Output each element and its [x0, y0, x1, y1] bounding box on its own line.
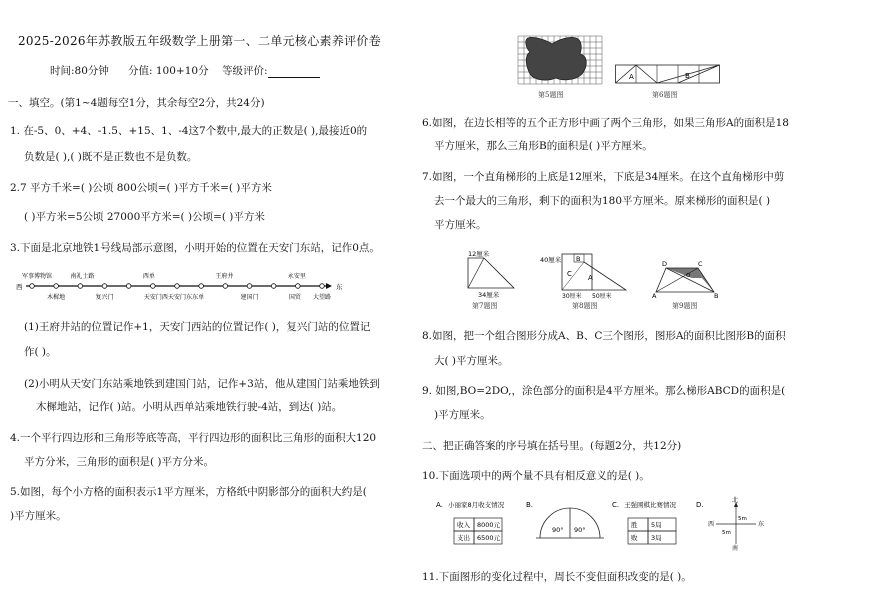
figure-9-trapezoid [652, 256, 722, 298]
station-dot [175, 284, 180, 289]
fig8-c-label: C [567, 270, 572, 278]
table-cell: 5局 [651, 521, 662, 529]
table-cell: 8000元 [477, 521, 501, 529]
section-1-heading: 一、填空。(第1~4题每空1分，其余每空2分，共24分) [8, 97, 265, 109]
exam-time: 时间:80分钟 [50, 65, 109, 77]
svg-text:A.: A. [436, 501, 443, 509]
figure-8-composite [540, 248, 640, 304]
station-dot [126, 284, 131, 289]
station-label-bottom: 木樨地 [47, 294, 66, 301]
q11-text: 11.下面图形的变化过程中，周长不变但面积改变的是( )。 [422, 571, 692, 583]
triangle-b-label: B [685, 72, 690, 80]
q3-part2-line-1: (2)小明从天安门东站乘地铁到建国门站，记作+3站，他从建国门站乘地铁到 [24, 378, 380, 390]
fig9-o-label: O [686, 273, 691, 279]
figure-9-caption: 第9题图 [672, 302, 698, 310]
page-title: 2025-2026年苏教版五年级数学上册第一、二单元核心素养评价卷 [18, 34, 382, 48]
figure-6-caption: 第6题图 [652, 91, 678, 99]
q4-line-2: 平方分米，三角形的面积是( )平方分米。 [24, 456, 215, 468]
table-cell: 6500元 [477, 534, 501, 542]
q5-line-1: 5.如图，每个小方格的面积表示1平方厘米，方格纸中阴影部分的面积大约是( [10, 486, 367, 498]
fig7-bottom-label: 34厘米 [478, 291, 500, 299]
station-label-bottom: 天安门西 [143, 294, 168, 301]
q10-option-b [526, 498, 610, 550]
q7-line-1: 7.如图，一个直角梯形的上底是12厘米，下底是34厘米。在这个直角梯形中剪 [422, 171, 785, 183]
option-b-angle-2: 90° [574, 526, 586, 534]
station-dot [102, 284, 107, 289]
q3-part2-line-2: 木樨地站，记作( )站。小明从西单站乘地铁行驶-4站，到达( )站。 [36, 401, 343, 413]
station-label-bottom: 复兴门 [95, 294, 114, 301]
q1-line-1: 1. 在-5、0、+4、-1.5、+15、1、-4这7个数中,最大的正数是( ),最接近0的 [10, 125, 368, 137]
fig8-b-label: B [576, 255, 581, 263]
station-dot [271, 284, 276, 289]
q3-part1-line-2: 作( )。 [24, 346, 57, 358]
q10-option-c [612, 498, 702, 550]
east-label: 东 [336, 283, 343, 291]
fig7-top-label: 12厘米 [468, 250, 490, 258]
shaded-shape [526, 37, 586, 80]
fig9-c-label: C [698, 260, 703, 268]
fig8-left-label: 40厘米 [540, 256, 562, 264]
table-cell: 收入 [457, 521, 470, 529]
q2-line-1: 2.7 平方千米=( )公顷 800公顷=( )平方千米=( )平方米 [10, 182, 272, 194]
station-label-top: 王府井 [215, 273, 234, 280]
figure-6-triangles [615, 64, 721, 84]
q10-option-a [436, 498, 526, 550]
q4-line-1: 4.一个平行四边形和三角形等底等高，平行四边形的面积比三角形的面积大120 [10, 432, 377, 444]
option-c-title: 王强围棋比赛情况 [624, 501, 676, 509]
station-dot [54, 284, 59, 289]
station-label-top: 永安里 [287, 273, 306, 280]
station-dot [223, 284, 228, 289]
fig9-a-label: A [652, 292, 657, 300]
station-dot [78, 284, 83, 289]
fig8-a-label: A [588, 274, 593, 282]
station-dot [199, 284, 204, 289]
q6-line-1: 6.如图，在边长相等的五个正方形中画了两个三角形，如果三角形A的面积是18 [422, 117, 789, 129]
section-2-heading: 二、把正确答案的序号填在括号里。(每题2分，共12分) [422, 440, 682, 452]
option-b-angle-1: 90° [552, 526, 564, 534]
station-label-top: 南礼士路 [70, 273, 95, 280]
subway-map [14, 266, 354, 306]
station-label-bottom: 大望路 [313, 294, 332, 301]
station-label-bottom: 东单 [192, 294, 205, 301]
station-dot [30, 284, 35, 289]
station-dot [320, 284, 325, 289]
q3-line-1: 3.下面是北京地铁1号线局部示意图，小明开始的位置在天安门东站，记作0点。 [10, 242, 380, 254]
west-dir-label: 西 [708, 521, 715, 528]
distance-1: 5m [738, 516, 747, 522]
figure-7-caption: 第7题图 [472, 302, 498, 310]
table-cell: 胜 [631, 521, 638, 529]
q10-text: 10.下面选项中的两个量不具有相反意义的是( )。 [422, 470, 650, 482]
svg-text:B.: B. [526, 501, 534, 509]
station-label-bottom: 天安门东 [168, 294, 193, 301]
q9-line-2: )平方厘米。 [434, 409, 491, 421]
option-a-title: 小丽家8月收支情况 [448, 501, 505, 509]
station-label-top: 西单 [142, 273, 155, 280]
exam-score: 分值: 100+10分 [128, 65, 209, 77]
q3-part1-line-1: (1)王府井站的位置记作+1，天安门西站的位置记作( )，复兴门站的位置记 [24, 321, 371, 333]
q1-line-2: 负数是( ),( )既不是正数也不是负数。 [24, 151, 198, 163]
figure-7-trapezoid [456, 248, 526, 304]
q5-line-2: )平方厘米。 [10, 510, 67, 522]
q2-line-2: ( )平方米=5公顷 27000平方米=( )公顷=( )平方米 [24, 211, 265, 223]
east-dir-label: 东 [758, 521, 765, 528]
station-label-bottom: 国贸 [288, 294, 301, 301]
rating-label: 等级评价: [222, 64, 320, 78]
q10-option-d [696, 498, 772, 550]
north-label: 北 [732, 497, 739, 504]
figure-5-caption: 第5题图 [538, 91, 564, 99]
station-label-top: 军事博物馆 [22, 273, 53, 280]
q9-line-1: 9. 如图,BO=2DO,，涂色部分的面积是4平方厘米。那么梯形ABCD的面积是( [422, 385, 786, 397]
table-cell: 支出 [457, 534, 470, 542]
figure-8-caption: 第8题图 [572, 302, 598, 310]
q6-line-2: 平方厘米，那么三角形B的面积是( )平方厘米。 [434, 140, 653, 152]
west-label: 西 [16, 283, 23, 291]
station-label-bottom: 建国门 [240, 294, 259, 301]
station-dot [247, 284, 252, 289]
fig9-d-label: D [662, 260, 668, 268]
fig8-bottom1-label: 30厘米 [562, 293, 582, 300]
svg-text:D.: D. [696, 501, 704, 509]
rating-blank[interactable] [268, 67, 320, 78]
figure-5-grid [516, 34, 606, 84]
svg-text:C.: C. [612, 501, 620, 509]
fig8-bottom2-label: 50厘米 [592, 293, 612, 300]
q7-line-3: 平方厘米。 [434, 219, 487, 231]
fig9-b-label: B [714, 292, 719, 300]
q8-line-1: 8.如图，把一个组合图形分成A、B、C三个图形，图形A的面积比图形B的面积 [422, 330, 786, 342]
table-cell: 败 [631, 534, 638, 542]
distance-2: 5m [722, 530, 731, 536]
triangle-a-label: A [629, 73, 634, 81]
q7-line-2: 去一个最大的三角形，剩下的面积为180平方厘米。原来梯形的面积是( ) [434, 195, 771, 207]
south-label: 南 [732, 545, 739, 552]
table-cell: 3局 [651, 534, 662, 542]
station-dot [151, 284, 156, 289]
q8-line-2: 大( )平方厘米。 [434, 355, 509, 367]
station-dot [296, 284, 301, 289]
